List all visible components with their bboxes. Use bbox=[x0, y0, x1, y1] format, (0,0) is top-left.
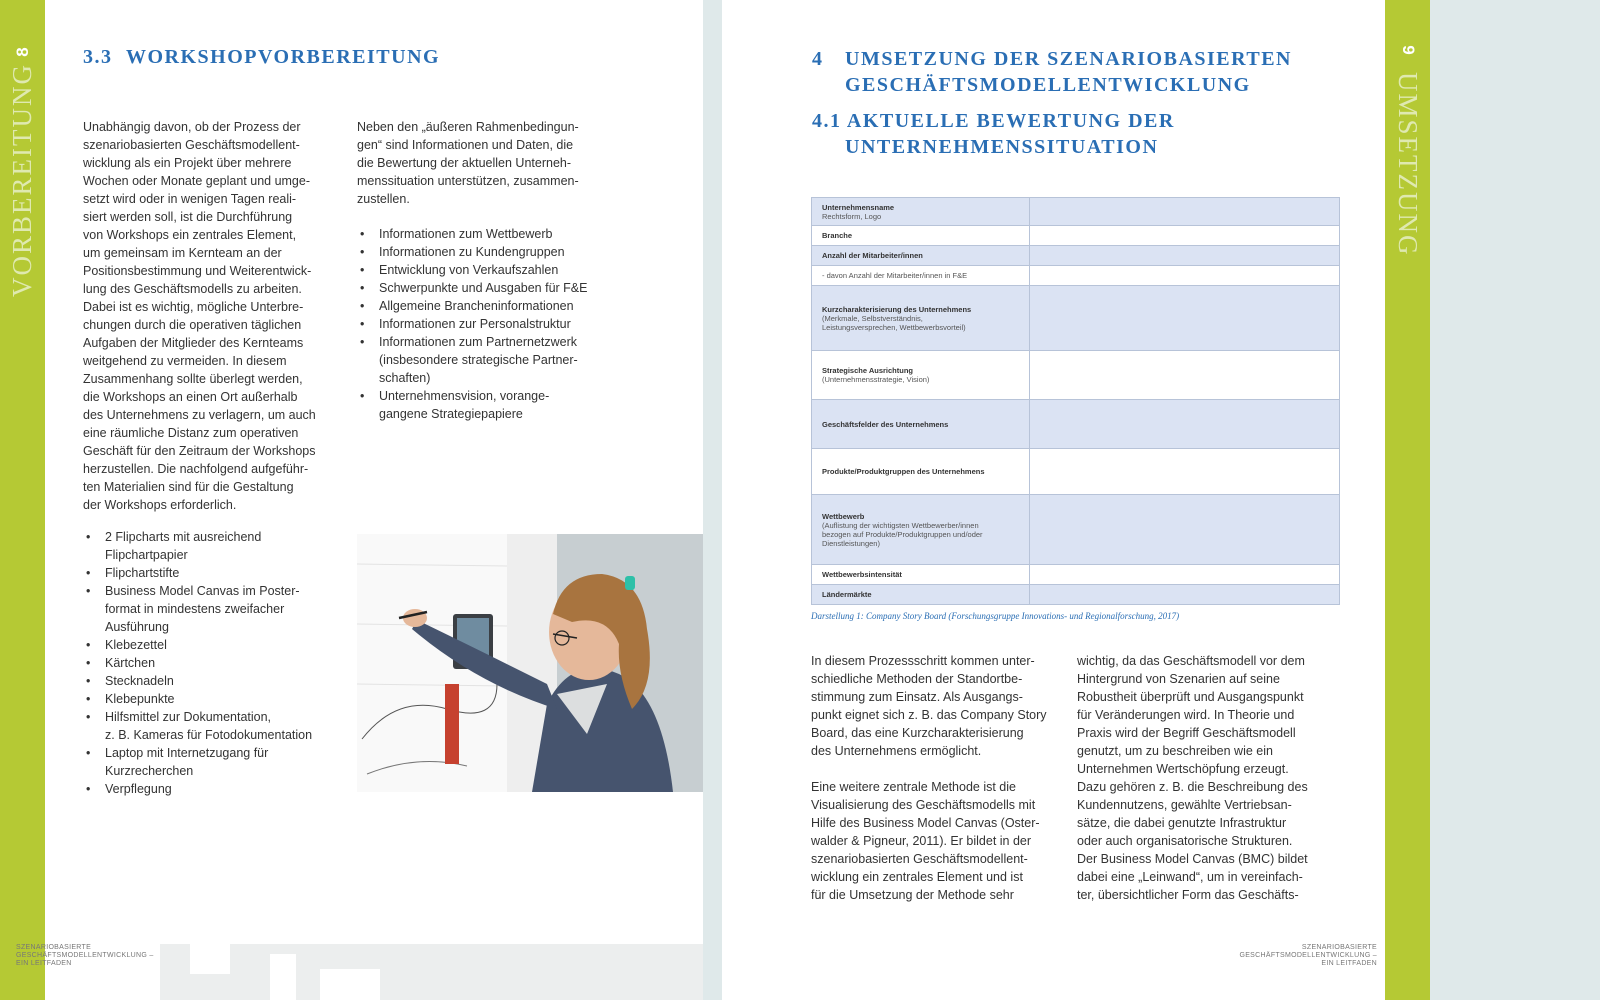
text-line: Board, das eine Kurzcharakterisierung bbox=[811, 726, 1024, 740]
footer-line: SZENARIOBASIERTE bbox=[16, 944, 92, 951]
materials-list bbox=[83, 528, 345, 798]
chapter-heading bbox=[812, 46, 1292, 98]
text-line: Neben den „äußeren Rahmenbedingun- bbox=[357, 120, 579, 134]
list-item bbox=[357, 243, 619, 261]
paragraph-method-intro bbox=[811, 652, 1071, 760]
text-line: Aufgaben der Mitglieder des Kernteams bbox=[83, 336, 304, 350]
table-row bbox=[812, 449, 1340, 495]
row-label-subtext: (Unternehmensstrategie, Vision) bbox=[822, 375, 930, 384]
list-item bbox=[83, 636, 345, 654]
table-row-label bbox=[812, 226, 1030, 246]
text-line: wicklung als ein Projekt über mehrere bbox=[83, 156, 292, 170]
information-list bbox=[357, 225, 619, 423]
section-heading-3-3 bbox=[83, 46, 440, 69]
list-item bbox=[83, 564, 345, 582]
table-row bbox=[812, 246, 1340, 266]
side-label-left: VORBEREITUNG bbox=[6, 63, 37, 297]
list-item bbox=[83, 690, 345, 708]
table-row-entry-field bbox=[1030, 246, 1340, 266]
row-label-subtext: (Merkmale, Selbstverständnis, bbox=[822, 313, 923, 323]
list-item-line: schaften) bbox=[379, 371, 431, 385]
table-row-label bbox=[812, 565, 1030, 585]
text-line: wichtig, da das Geschäftsmodell vor dem bbox=[1077, 654, 1305, 668]
row-label-text: Anzahl der Mitarbeiter/innen bbox=[822, 251, 923, 260]
list-item bbox=[357, 261, 619, 279]
text-line: setzt wird oder in wenigen Tagen reali- bbox=[83, 192, 297, 206]
list-item bbox=[83, 582, 345, 636]
page-number-right: 9 bbox=[1399, 45, 1418, 55]
list-item bbox=[83, 780, 345, 798]
text-line: für Veränderungen wird. In Theorie und bbox=[1077, 708, 1295, 722]
text-line: für die Umsetzung der Methode sehr bbox=[811, 888, 1014, 902]
text-line: Dabei ist es wichtig, mögliche Unterbre- bbox=[83, 300, 304, 314]
table-row-entry-field bbox=[1030, 495, 1340, 565]
table-row-entry-field bbox=[1030, 351, 1340, 400]
text-line: von Workshops ein zentrales Element, bbox=[83, 228, 297, 242]
text-line: die Bewertung der aktuellen Unterneh- bbox=[357, 156, 572, 170]
list-item-line: • Kärtchen bbox=[105, 656, 156, 670]
row-label-subtext: - davon Anzahl der Mitarbeiter/innen in F&E bbox=[822, 271, 968, 280]
text-line: des Unternehmens ermöglicht. bbox=[811, 744, 982, 758]
text-line: Visualisierung des Geschäftsmodells mit bbox=[811, 798, 1036, 812]
text-line: stimmung zum Einsatz. Als Ausgangs- bbox=[811, 690, 1023, 704]
list-item-line: format in mindestens zweifacher bbox=[105, 602, 285, 616]
text-line: dabei eine „Leinwand“, um in vereinfach- bbox=[1077, 870, 1303, 884]
row-label-text: Wettbewerb bbox=[822, 511, 865, 521]
text-line: um gemeinsam im Kernteam an der bbox=[83, 246, 282, 260]
text-line: des Unternehmens zu verlagern, um auch bbox=[83, 408, 316, 422]
page-number-left: 8 bbox=[13, 47, 32, 57]
woman-writing-on-flipchart-image bbox=[357, 534, 703, 792]
footer-line: EIN LEITFADEN bbox=[16, 960, 72, 967]
text-line: Kundennutzens, gewählte Vertriebsan- bbox=[1077, 798, 1292, 812]
footer-line: GESCHÄFTSMODELLENTWICKLUNG – bbox=[16, 952, 154, 959]
row-label-text: Branche bbox=[822, 231, 853, 240]
table-row bbox=[812, 495, 1340, 565]
list-item-line: Kurzrecherchen bbox=[105, 764, 194, 778]
list-item-line: • Verpflegung bbox=[105, 782, 172, 796]
table-row-label bbox=[812, 585, 1030, 605]
text-line: Der Business Model Canvas (BMC) bildet bbox=[1077, 852, 1308, 866]
information-paragraph bbox=[357, 118, 619, 208]
table-row bbox=[812, 400, 1340, 449]
table-row bbox=[812, 565, 1340, 585]
text-line: lung des Geschäftsmodells zu arbeiten. bbox=[83, 282, 302, 296]
list-item-line: (insbesondere strategische Partner- bbox=[379, 353, 578, 367]
text-line: walder & Pigneur, 2011). Er bildet in der bbox=[811, 834, 1032, 848]
list-item-line: • Schwerpunkte und Ausgaben für F&E bbox=[379, 281, 588, 295]
list-item bbox=[357, 387, 619, 423]
table-row-entry-field bbox=[1030, 565, 1340, 585]
text-line: In diesem Prozessschritt kommen unter- bbox=[811, 654, 1035, 668]
table-row-label bbox=[812, 198, 1030, 226]
text-line: chungen durch die operativen täglichen bbox=[83, 318, 302, 332]
list-item-line: • Flipchartstifte bbox=[105, 566, 180, 580]
section-title-line-1: 4.1 AKTUELLE BEWERTUNG DER bbox=[812, 110, 1175, 132]
section-title-line-2: UNTERNEHMENSSITUATION bbox=[845, 136, 1159, 158]
text-line: Unternehmen Wertschöpfung erzeugt. bbox=[1077, 762, 1289, 776]
text-line: punkt eignet sich z. B. das Company Story bbox=[811, 708, 1047, 722]
paragraph-business-model-canvas bbox=[811, 778, 1071, 904]
footer-line: GESCHÄFTSMODELLENTWICKLUNG – bbox=[1239, 952, 1377, 959]
table-row-label bbox=[812, 495, 1030, 565]
footer-line: SZENARIOBASIERTE bbox=[1301, 944, 1377, 951]
table-row-label bbox=[812, 266, 1030, 286]
row-label-text: Geschäftsfelder des Unternehmens bbox=[822, 419, 949, 429]
text-line: Positionsbestimmung und Weiterentwick- bbox=[83, 264, 312, 278]
side-tab-left bbox=[0, 0, 45, 1000]
list-item bbox=[357, 333, 619, 387]
table-row bbox=[812, 266, 1340, 286]
list-item-line: • Informationen zum Wettbewerb bbox=[379, 227, 553, 241]
text-line: herzustellen. Die nachfolgend aufgeführ- bbox=[83, 462, 309, 476]
table-row bbox=[812, 198, 1340, 226]
table-row bbox=[812, 226, 1340, 246]
section-heading-4-1 bbox=[812, 108, 1175, 160]
row-label-text: Wettbewerbsintensität bbox=[822, 570, 902, 579]
list-item bbox=[83, 672, 345, 690]
side-tab-right bbox=[1385, 0, 1430, 1000]
list-item-line: • Klebepunkte bbox=[105, 692, 175, 706]
table-row-entry-field bbox=[1030, 198, 1340, 226]
workshop-photo bbox=[357, 534, 703, 792]
chapter-title-line-2: GESCHÄFTSMODELLENTWICKLUNG bbox=[845, 74, 1251, 96]
table-row bbox=[812, 351, 1340, 400]
text-line: szenariobasierten Geschäftsmodellent- bbox=[811, 852, 1028, 866]
row-label-text: Kurzcharakterisierung des Unternehmens bbox=[822, 304, 972, 314]
list-item-line: • Allgemeine Brancheninformationen bbox=[379, 299, 574, 313]
text-line: Wochen oder Monate geplant und umge- bbox=[83, 174, 311, 188]
row-label-text: Ländermärkte bbox=[822, 590, 872, 599]
list-item-line: • Entwicklung von Verkaufszahlen bbox=[379, 263, 559, 277]
list-item-line: Flipchartpapier bbox=[105, 548, 188, 562]
text-line: Hilfe des Business Model Canvas (Oster- bbox=[811, 816, 1040, 830]
text-line: Eine weitere zentrale Methode ist die bbox=[811, 780, 1016, 794]
text-line: siert werden soll, ist die Durchführung bbox=[83, 210, 293, 224]
table-row bbox=[812, 286, 1340, 351]
text-line: wicklung ein zentrales Element und ist bbox=[811, 870, 1023, 884]
list-item bbox=[83, 708, 345, 744]
text-line: zustellen. bbox=[357, 192, 410, 206]
row-label-subtext: Rechtsform, Logo bbox=[822, 211, 882, 221]
section-number: 3.3 bbox=[83, 46, 113, 68]
table-row-entry-field bbox=[1030, 286, 1340, 351]
text-line: schiedliche Methoden der Standortbe- bbox=[811, 672, 1023, 686]
footer-label-right bbox=[1239, 944, 1377, 968]
text-line: Dazu gehören z. B. die Beschreibung des bbox=[1077, 780, 1308, 794]
table-row-label bbox=[812, 286, 1030, 351]
text-line: Hintergrund von Szenarien auf seine bbox=[1077, 672, 1280, 686]
section-title: WORKSHOPVORBEREITUNG bbox=[126, 46, 441, 68]
body-column-left bbox=[811, 652, 1071, 904]
text-line: Zusammenhang sollte überlegt werden, bbox=[83, 372, 303, 386]
text-line: Robustheit überprüft und Ausgangspunkt bbox=[1077, 690, 1304, 704]
table-row-label bbox=[812, 400, 1030, 449]
text-line: Praxis wird der Begriff Geschäftsmodell bbox=[1077, 726, 1296, 740]
text-line: oder auch organisatorische Strukturen. bbox=[1077, 834, 1293, 848]
list-item-line: • Informationen zu Kundengruppen bbox=[379, 245, 565, 259]
row-label-text: Strategische Ausrichtung bbox=[822, 366, 913, 375]
list-item bbox=[357, 225, 619, 243]
list-item-line: • Klebezettel bbox=[105, 638, 167, 652]
list-item bbox=[83, 528, 345, 564]
text-line: menssituation unterstützen, zusammen- bbox=[357, 174, 579, 188]
text-line: gen“ sind Informationen und Daten, die bbox=[357, 138, 574, 152]
chapter-title-line-1: UMSETZUNG DER SZENARIOBASIERTEN bbox=[845, 48, 1292, 70]
text-line: ten Materialien sind für die Gestaltung bbox=[83, 480, 294, 494]
page-gutter bbox=[703, 0, 722, 1000]
list-item-line: • Unternehmensvision, vorange- bbox=[379, 389, 550, 403]
list-item-line: • Business Model Canvas im Poster- bbox=[105, 584, 300, 598]
list-item-line: Ausführung bbox=[105, 620, 169, 634]
text-line: weitgehend zu vermeiden. In diesem bbox=[83, 354, 287, 368]
table-row-entry-field bbox=[1030, 266, 1340, 286]
table-row-entry-field bbox=[1030, 585, 1340, 605]
list-item bbox=[83, 744, 345, 780]
table-row-entry-field bbox=[1030, 449, 1340, 495]
row-label-subtext: bezogen auf Produkte/Produktgruppen und/oder bbox=[822, 529, 983, 539]
text-line: die Workshops an einen Ort außerhalb bbox=[83, 390, 298, 404]
company-story-board-table bbox=[811, 197, 1340, 605]
list-item bbox=[357, 297, 619, 315]
row-label-subtext: (Auflistung der wichtigsten Wettbewerber/innen bbox=[822, 520, 979, 530]
table-row-label bbox=[812, 351, 1030, 400]
row-label-text: Produkte/Produktgruppen des Unternehmens bbox=[822, 467, 985, 476]
list-item bbox=[83, 654, 345, 672]
list-item-line: • Informationen zur Personalstruktur bbox=[379, 317, 571, 331]
table-row-entry-field bbox=[1030, 400, 1340, 449]
text-line: der Workshops erforderlich. bbox=[83, 498, 237, 512]
list-item-line: • Stecknadeln bbox=[105, 674, 174, 688]
side-label-right: UMSETZUNG bbox=[1392, 72, 1423, 257]
text-line: ter, übersichtlicher Form das Geschäfts- bbox=[1077, 888, 1299, 902]
row-label-text: Unternehmensname bbox=[822, 202, 895, 212]
list-item-line: z. B. Kameras für Fotodokumentation bbox=[105, 728, 313, 742]
list-item bbox=[357, 279, 619, 297]
footer-line: EIN LEITFADEN bbox=[1321, 960, 1377, 967]
text-line: Unabhängig davon, ob der Prozess der bbox=[83, 120, 301, 134]
table-row-label bbox=[812, 449, 1030, 495]
row-label-subtext: Leistungsversprechen, Wettbewerbsvorteil) bbox=[822, 322, 966, 332]
text-line: sätze, die dabei genutzte Infrastruktur bbox=[1077, 816, 1287, 830]
row-label-subtext: Dienstleistungen) bbox=[822, 538, 880, 548]
page-left bbox=[0, 0, 703, 1000]
footer-label-left bbox=[16, 944, 154, 968]
footer-decoration bbox=[160, 944, 703, 1000]
body-column-right bbox=[1077, 652, 1339, 904]
list-item-line: gangene Strategiepapiere bbox=[379, 407, 523, 421]
table-row bbox=[812, 585, 1340, 605]
text-line: szenariobasierten Geschäftsmodellent- bbox=[83, 138, 300, 152]
list-item-line: • Laptop mit Internetzugang für bbox=[105, 746, 269, 760]
list-item-line: • 2 Flipcharts mit ausreichend bbox=[105, 530, 262, 544]
list-item-line: • Hilfsmittel zur Dokumentation, bbox=[105, 710, 272, 724]
table-row-label bbox=[812, 246, 1030, 266]
chapter-number: 4 bbox=[812, 48, 824, 70]
list-item bbox=[357, 315, 619, 333]
text-line: Geschäft für den Zeitraum der Workshops bbox=[83, 444, 316, 458]
table-caption: Darstellung 1: Company Story Board (Forschungsgruppe Innovations- und Regionalforschung, 2017) bbox=[811, 611, 1180, 621]
list-item-line: • Informationen zum Partnernetzwerk bbox=[379, 335, 578, 349]
text-line: eine räumliche Distanz zum operativen bbox=[83, 426, 299, 440]
text-line: genutzt, um zu beschreiben wie ein bbox=[1077, 744, 1273, 758]
page-right bbox=[722, 0, 1430, 1000]
intro-paragraph bbox=[83, 118, 345, 514]
table-row-entry-field bbox=[1030, 226, 1340, 246]
